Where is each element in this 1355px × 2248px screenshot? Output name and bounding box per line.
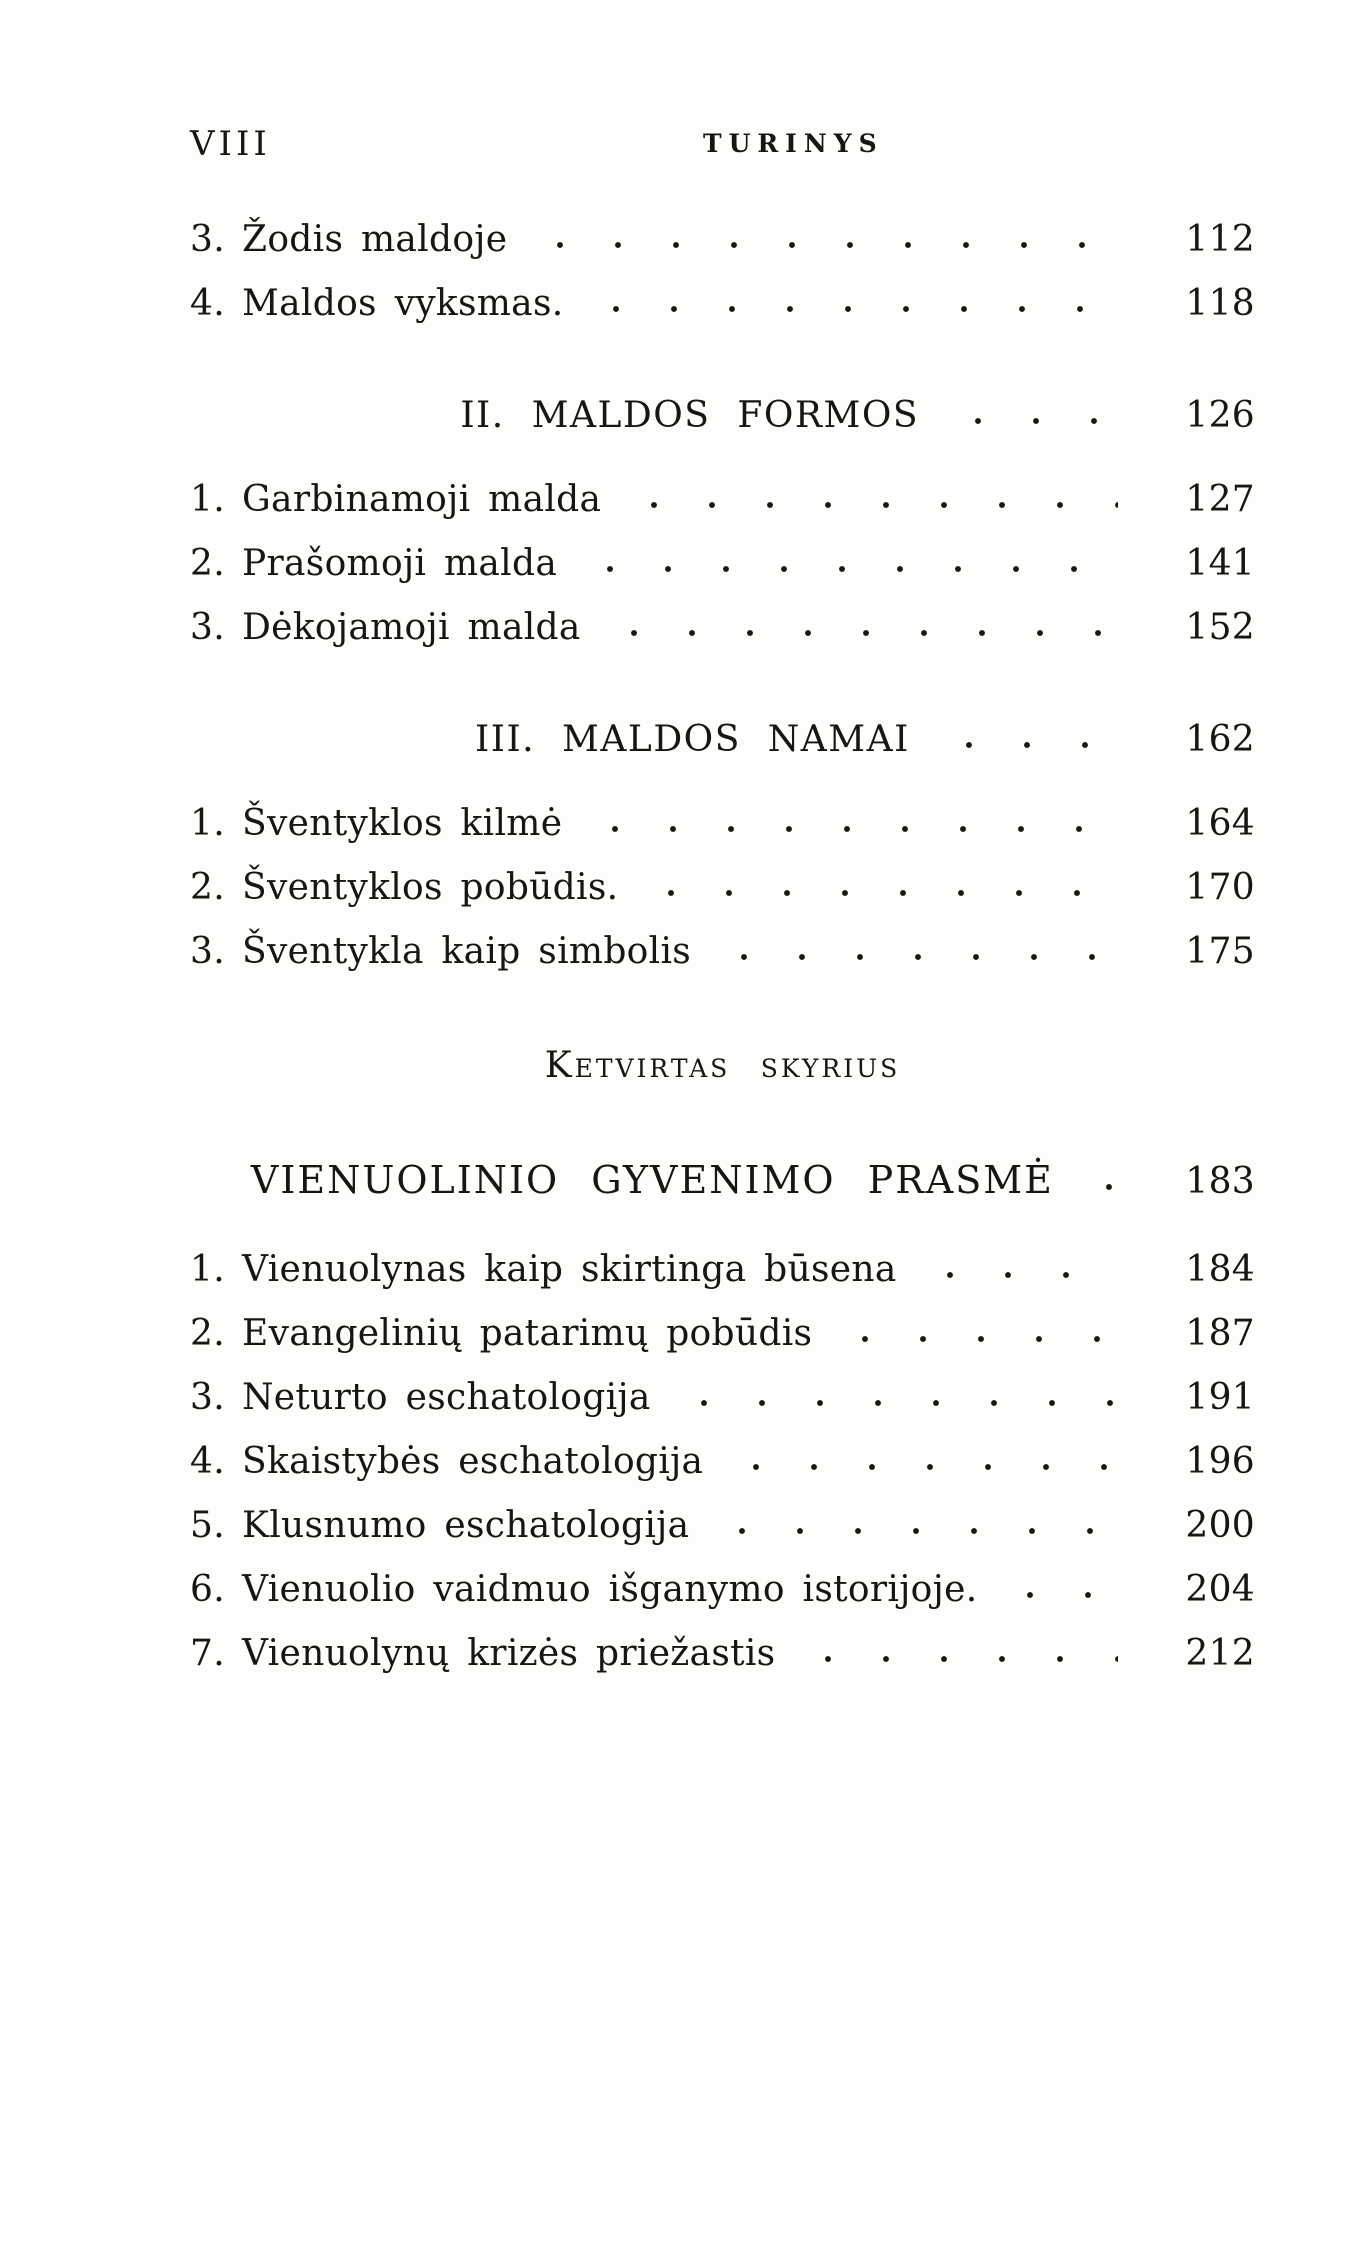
toc-row: [190, 368, 1255, 436]
toc-row: [190, 584, 1255, 648]
toc-page-number: 204: [1185, 1569, 1255, 1610]
toc-page-number: 183: [1185, 1161, 1255, 1202]
dot-leader: [727, 1463, 1118, 1471]
dot-leader: [715, 953, 1118, 961]
toc-page-number: 141: [1185, 543, 1255, 584]
dot-leader: [1001, 1591, 1118, 1599]
running-title: TURINYS: [703, 129, 884, 158]
toc-row: [190, 1130, 1255, 1202]
dot-leader: [586, 825, 1118, 833]
toc-entry-label: Žodis maldoje: [242, 219, 508, 260]
toc-row: [190, 1290, 1255, 1354]
toc-page-number: 162: [1185, 719, 1255, 760]
toc-page-number: 152: [1185, 607, 1255, 648]
toc-entry-label: Šventykla kaip simbolis: [242, 931, 692, 972]
toc-entry-label: Vienuolynų krizės priežastis: [242, 1633, 776, 1674]
toc-entry-ordinal: 2.: [190, 1313, 225, 1354]
toc-entry-label: Šventyklos kilmė: [242, 803, 563, 844]
toc-row: [190, 1026, 1255, 1086]
dot-leader: [799, 1655, 1118, 1663]
dot-leader: [625, 501, 1118, 509]
toc-page-number: 175: [1185, 931, 1255, 972]
toc-page-number: 196: [1185, 1441, 1255, 1482]
toc-entry-ordinal: 4.: [190, 283, 225, 324]
toc-entry-ordinal: 1.: [190, 479, 225, 520]
toc-page-number: 184: [1185, 1249, 1255, 1290]
dot-leader: [531, 241, 1118, 249]
dot-leader: [605, 629, 1118, 637]
toc-row: [190, 260, 1255, 324]
dot-leader: [587, 305, 1118, 313]
dot-leader: [675, 1399, 1118, 1407]
toc-row: [190, 1418, 1255, 1482]
dot-leader: [940, 741, 1118, 749]
toc-page-number: 127: [1185, 479, 1255, 520]
toc-row: [190, 1610, 1255, 1674]
dot-leader: [713, 1527, 1118, 1535]
page-header: [190, 118, 1255, 164]
toc-entry-label: III. MALDOS NAMAI: [475, 719, 910, 760]
toc-entry-label: Dėkojamoji malda: [242, 607, 581, 648]
toc-row: [190, 1546, 1255, 1610]
toc-entry-ordinal: 2.: [190, 543, 225, 584]
dot-leader: [836, 1335, 1118, 1343]
toc-row: [190, 520, 1255, 584]
folio-page-number: VIII: [190, 124, 271, 164]
toc-row: [190, 692, 1255, 760]
toc-entry-label: Evangelinių patarimų pobūdis: [242, 1313, 813, 1354]
toc-entry-label: Skaistybės eschatologija: [242, 1441, 704, 1482]
toc-page-number: 112: [1185, 219, 1255, 260]
dot-leader: [949, 417, 1118, 425]
toc-row: [190, 1354, 1255, 1418]
toc-page-number: 118: [1185, 283, 1255, 324]
toc-entry-ordinal: 2.: [190, 867, 225, 908]
toc-page-number: 212: [1185, 1633, 1255, 1674]
toc-row: [190, 196, 1255, 260]
toc-entry-label: Klusnumo eschatologija: [242, 1505, 690, 1546]
toc-page-number: 164: [1185, 803, 1255, 844]
toc-entry-label: Prašomoji malda: [242, 543, 558, 584]
toc-entry-label: Garbinamoji malda: [242, 479, 602, 520]
toc-entry-label: Maldos vyksmas.: [242, 283, 564, 324]
toc-page-number: 126: [1185, 395, 1255, 436]
toc-entry-ordinal: 3.: [190, 931, 225, 972]
toc-entry-ordinal: 1.: [190, 1249, 225, 1290]
toc-entry-label: Neturto eschatologija: [242, 1377, 651, 1418]
toc-page-number: 191: [1185, 1377, 1255, 1418]
toc-entry-label: Šventyklos pobūdis.: [242, 867, 619, 908]
dot-leader: [642, 889, 1118, 897]
dot-leader: [1080, 1183, 1118, 1191]
toc-entry-ordinal: 1.: [190, 803, 225, 844]
toc-row: [190, 908, 1255, 972]
toc-entry-label: VIENUOLINIO GYVENIMO PRASMĖ: [250, 1158, 1054, 1202]
book-page: [0, 118, 1355, 2248]
toc-row: [190, 844, 1255, 908]
toc-row: [190, 1226, 1255, 1290]
dot-leader: [921, 1271, 1118, 1279]
toc-row: [190, 780, 1255, 844]
toc-page-number: 170: [1185, 867, 1255, 908]
dot-leader: [581, 565, 1118, 573]
toc-page-number: 187: [1185, 1313, 1255, 1354]
table-of-contents: [190, 196, 1255, 1674]
toc-row: [190, 456, 1255, 520]
toc-page-number: 200: [1185, 1505, 1255, 1546]
toc-entry-ordinal: 7.: [190, 1633, 225, 1674]
toc-entry-ordinal: 3.: [190, 219, 225, 260]
toc-entry-label: Ketvirtas skyrius: [544, 1045, 901, 1086]
toc-entry-ordinal: 3.: [190, 1377, 225, 1418]
toc-entry-ordinal: 5.: [190, 1505, 225, 1546]
toc-entry-ordinal: 3.: [190, 607, 225, 648]
toc-row: [190, 1482, 1255, 1546]
toc-entry-ordinal: 6.: [190, 1569, 225, 1610]
toc-entry-label: Vienuolio vaidmuo išganymo istorijoje.: [242, 1569, 978, 1610]
toc-entry-ordinal: 4.: [190, 1441, 225, 1482]
toc-entry-label: Vienuolynas kaip skirtinga būsena: [242, 1249, 897, 1290]
toc-entry-label: II. MALDOS FORMOS: [460, 395, 920, 436]
